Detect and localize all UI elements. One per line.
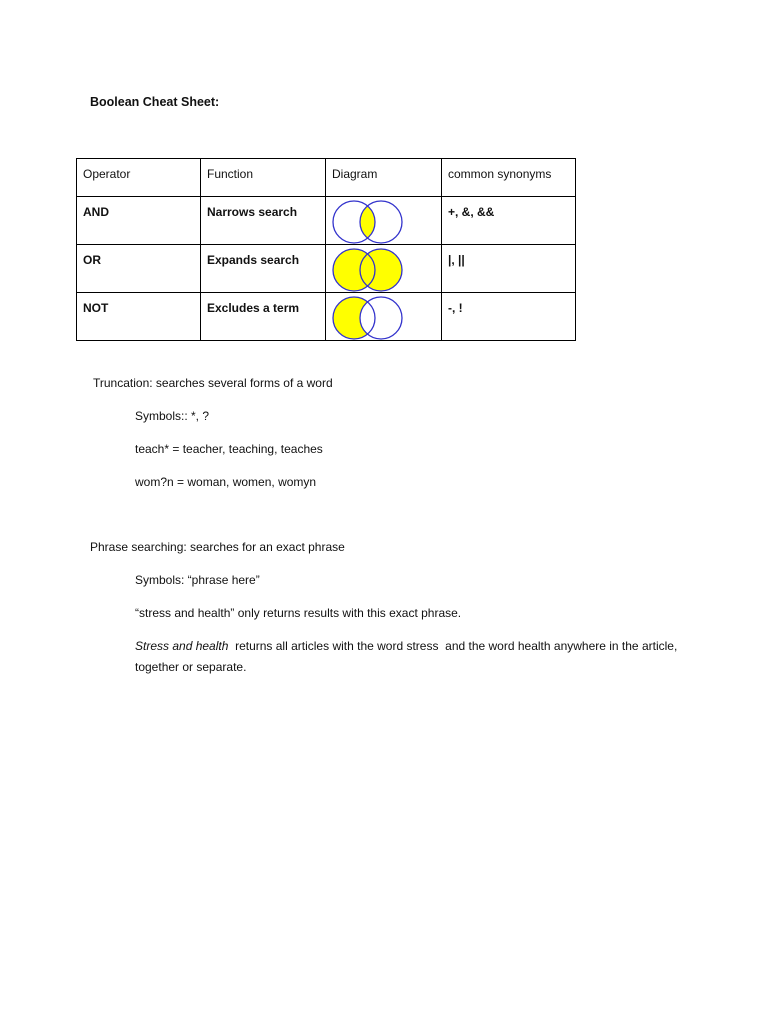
table-row — [77, 197, 576, 245]
phrase-symbols: Symbols: “phrase here” — [135, 573, 260, 587]
page-title: Boolean Cheat Sheet: — [90, 95, 220, 109]
diagram-cell — [326, 245, 442, 293]
header-operator: Operator — [77, 159, 201, 197]
synonyms-cell: |, || — [442, 245, 576, 293]
truncation-example-1: teach* = teacher, teaching, teaches — [135, 442, 323, 456]
diagram-cell — [326, 197, 442, 245]
function-cell: Excludes a term — [201, 293, 326, 341]
synonyms-cell: -, ! — [442, 293, 576, 341]
truncation-example-2: wom?n = woman, women, womyn — [135, 475, 317, 489]
operator-cell: AND — [77, 197, 201, 245]
truncation-symbols: Symbols:: *, ? — [135, 409, 210, 423]
diagram-cell — [326, 293, 442, 341]
or-venn-icon — [332, 247, 412, 293]
table-row — [77, 245, 576, 293]
phrase-example-2 — [135, 636, 690, 678]
operator-cell: OR — [77, 245, 201, 293]
operator-cell: NOT — [77, 293, 201, 341]
phrase-heading: Phrase searching: searches for an exact phrase — [90, 540, 345, 554]
header-diagram: Diagram — [326, 159, 442, 197]
header-function: Function — [201, 159, 326, 197]
phrase-example-2-italic: Stress and health — [135, 639, 229, 653]
phrase-example-1: “stress and health” only returns results with this exact phrase. — [135, 606, 462, 620]
function-cell: Expands search — [201, 245, 326, 293]
synonyms-cell: +, &, && — [442, 197, 576, 245]
function-cell: Narrows search — [201, 197, 326, 245]
table-header-row — [77, 159, 576, 197]
table-row — [77, 293, 576, 341]
not-venn-icon — [332, 295, 412, 341]
and-venn-icon — [332, 199, 412, 245]
boolean-operators-table — [76, 158, 576, 341]
phrase-example-2-rest: returns all articles with the word stress and the word health anywhere in the article, together or separate. — [135, 639, 681, 674]
truncation-heading: Truncation: searches several forms of a word — [93, 376, 333, 390]
header-synonyms: common synonyms — [442, 159, 576, 197]
